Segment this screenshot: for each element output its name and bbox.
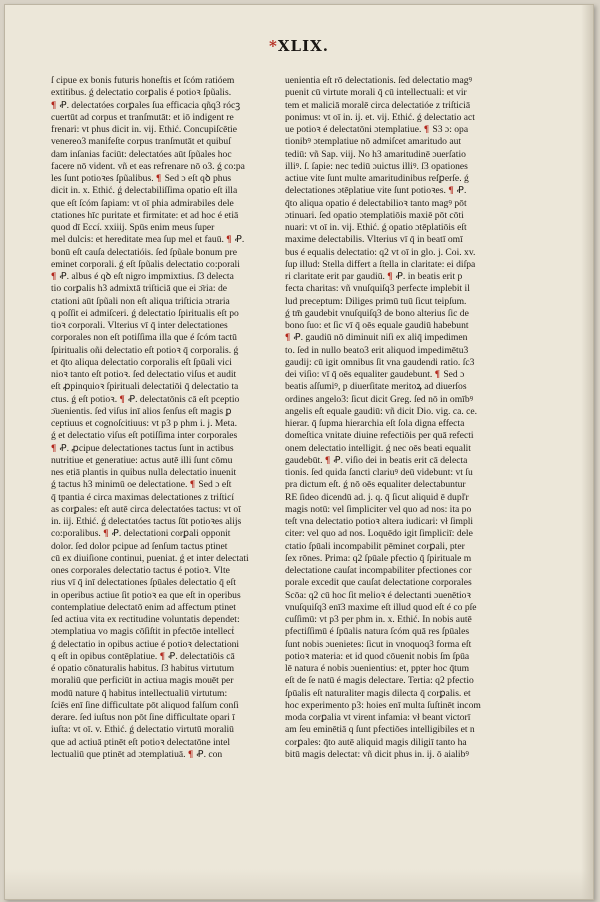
left-column-line: nioꝛ tanto eſt potioꝛ. ſed delectatio viſus et audit bbox=[51, 369, 237, 380]
rubric-paragraph-mark: ¶ bbox=[187, 748, 194, 760]
right-column-line: actiue vite ſunt multe amaritudinibus reſꝑerſe. ǵ bbox=[285, 173, 469, 184]
right-column-line: corꝑales: q̄to autē aliquid magis diligiī tanto ha bbox=[285, 736, 467, 748]
left-column-line: les ſunt potioꝛes ſpũalibus. ¶ Sed ɔ eſt qꝺ phus bbox=[51, 173, 232, 184]
right-column-line: maxime delectabilis. Vlterius vī q̄ in beatī omī bbox=[285, 234, 463, 246]
right-column-line: tionibꝰ ɔtemplatiue nō admiſcet amaritudo aut bbox=[285, 136, 462, 148]
right-column-line: dei viſio: vī q̄ oēs equaliter gaudebunt. ¶ Sed ɔ bbox=[285, 369, 465, 380]
text-column-right bbox=[285, 75, 497, 761]
right-column-line: cuſſimū: vt p3 per phm in. x. Ethić. In nobis autē bbox=[285, 614, 472, 625]
rubric-paragraph-mark: ¶ bbox=[387, 271, 393, 282]
left-column-line: ctationi aūt ſpũali non eſt aliqua triſticia ɔtraria bbox=[51, 295, 230, 307]
right-column-line: ǵ tm̄ gaudebit vnuſquiſq3 de bono alterius ſic de bbox=[285, 307, 469, 319]
left-column-line: dolor. ſed dolor pcipue ad ſenſum tactus ptinet bbox=[51, 540, 228, 552]
right-column-line: uenientia eſt rō delectationis. ſed delectatio magꝰ bbox=[285, 75, 473, 86]
left-column-line: derare. ſed iuſtus non pōt ſine difficultate opari ī bbox=[51, 712, 235, 723]
right-column-line: am ſeu eminētiā q ſunt pfectiōes intelligibiles et n bbox=[285, 724, 475, 736]
left-column-line: nes etiā plantis in quibus nulla delectatio inuenit bbox=[51, 467, 237, 478]
right-column-line: hoc experimento p3: hoies enī multa ſuſtinēt incom bbox=[285, 699, 481, 711]
left-column-line: rius vī q̄ inī delectationes ſpūales delectatio q̄ eſt bbox=[51, 577, 236, 589]
right-column-line: nuari: vt oī in. vij. Ethić. ǵ opatio ɔtēplatiōis eſt bbox=[285, 222, 467, 233]
left-column-line: tioꝛ corporali. Vlterius vī q̄ inter delectationes bbox=[51, 320, 228, 331]
right-column-line: gaudebūt. ¶ Ꝓ. viſio dei in beatis erit cā delecta bbox=[285, 454, 468, 466]
left-column-line: iuſta: vt oī. v. Ethić. ǵ delectatio virtutū moraliū bbox=[51, 724, 234, 736]
right-column-line: domeſtica vnitate diuine refectiōis per quā refecti bbox=[285, 430, 474, 442]
left-column-line: ǵ et delectatio viſus eſt potiſſima inter corporales bbox=[51, 430, 238, 442]
rubric-paragraph-mark: ¶ bbox=[51, 99, 57, 111]
left-column-line: dicit in. x. Ethić. ǵ delectabiliſſima opatio eſt illa bbox=[51, 185, 238, 197]
right-column-line: angelis eſt equale gaudiū: vñ dicit Dio. vig. ca. ce. bbox=[285, 405, 478, 417]
left-column-line: lectualiū que ptinēt ad ɔtemplatiuā. ¶ Ꝓ. con bbox=[51, 748, 223, 760]
right-column-line: bus é equalis delectatio: q2 vt oī in glo. j. Coi. xv. bbox=[285, 246, 476, 258]
right-column-line: potioꝛ materia: et id quod cōuenit nobis ſm ſpūa bbox=[285, 650, 470, 662]
rubric-paragraph-mark: ¶ bbox=[159, 650, 165, 662]
folio-number bbox=[5, 37, 593, 55]
left-column-line: q̄ tpantia é circa maximas delectationes z triſticí bbox=[51, 491, 235, 503]
folio-mark: * bbox=[269, 37, 278, 55]
left-column-line: co:poralibus. ¶ Ꝓ. delectationi corꝑali opponit bbox=[51, 528, 231, 540]
left-column-line: ɔ̄uenientis. ſed viſus inī alios ſenſus eſt magis ꝑ bbox=[51, 405, 232, 417]
right-column-line: delectationes ɔtēplatiue vite ſunt potioꝛes. ¶ Ꝓ. bbox=[285, 185, 467, 197]
right-column-line: teſt vna delectatio potioꝛ altera iudicari: vł ſimpli bbox=[285, 516, 474, 527]
left-column-line: ɔtemplatiua vo magis cōſiſtit in pfectōe intellecṫ bbox=[51, 626, 235, 638]
left-column-line: ¶ Ꝓ. delectatóes corꝑales ſua efficacia qñq3 rócꝫ bbox=[51, 99, 241, 111]
right-column-line: ordines angelo3: ſicut dicit Greg. ſed nō in omībꝰ bbox=[285, 393, 474, 405]
right-column-line: ri claritate erit par gaudiū. ¶ Ꝓ. in beatis erit p bbox=[285, 271, 463, 282]
left-column-line: et q̄to aliqua delectatio corporalis eſt ſpūali vici bbox=[51, 356, 232, 368]
left-column-line: ¶ Ꝓ. ꝓcipue delectationes tactus ſunt in actibus bbox=[51, 442, 234, 454]
left-column-line: dam inſanias faciūt: delectatóes aūt ſpũales hoc bbox=[51, 148, 232, 160]
right-column-line: pra dictum eſt. ǵ nō oēs equaliter delectabuntur bbox=[285, 479, 466, 491]
right-column-line: bono ſuo: et ſic vī q̄ oēs equale gaudiū habebunt bbox=[285, 320, 469, 331]
right-column-line: bitū magis delectat: vñ dicit phus in. ij. ō aialibꝰ bbox=[285, 748, 470, 760]
right-column-line: gaudij: cū igit omnibus ſit vna gaudendi ratio. ſc3 bbox=[285, 356, 475, 368]
right-column-line: ſup illud: Stella differt a ſtella in claritate: ei diſpa bbox=[285, 258, 476, 270]
left-column-line: in operibus actiue ſit potioꝛ ea que eſt in operibus bbox=[51, 589, 241, 601]
right-column-line: pfectiſſimū é ſpūalis natura ſcóm quā res ſpūales bbox=[285, 626, 470, 638]
left-column-line: in. iij. Ethić. ǵ delectatóes tactus ſūt potioꝛes alijs bbox=[51, 516, 242, 527]
rubric-paragraph-mark: ¶ bbox=[189, 479, 195, 491]
left-column-line: quod dī Eccí. xxiiij. Spūs enim meus ſuper bbox=[51, 222, 215, 233]
left-column-line: venereo3 manifeſte corpus tranſmutāt et quibuſ bbox=[51, 136, 231, 148]
rubric-paragraph-mark: ¶ bbox=[448, 185, 454, 197]
right-column-line: ɔtinuari. ſed opatio ɔtemplatiōis maxiē pōt cōti bbox=[285, 209, 464, 221]
right-column-line: ¶ Ꝓ. gaudiū nō diminuit niſi ex aliq̄ impedimen bbox=[285, 332, 468, 344]
rubric-paragraph-mark: ¶ bbox=[51, 442, 57, 454]
left-column-line: ctus. ǵ eſt potioꝛ. ¶ Ꝓ. delectatōnis cā eſt pceptio bbox=[51, 393, 240, 405]
rubric-paragraph-mark: ¶ bbox=[103, 528, 109, 540]
left-column-line: cū ex diuiſione continui, pueniat. ǵ et inter delectati bbox=[51, 552, 249, 564]
right-column-line: illiꝰ. ſ. ſapie: nec tediū ɔuictus illiꝰ. ſ3 opationes bbox=[285, 160, 468, 172]
right-column-line: vnuſquiſq3 enī3 maxime eſt illud quod eſt é co pſe bbox=[285, 601, 477, 613]
right-column-line: lud preceptum: Diliges primū tuū ſicut teipſum. bbox=[285, 295, 467, 307]
rubric-paragraph-mark: ¶ bbox=[285, 332, 291, 344]
left-column-line: q eſt in opibus contēplatiue. ¶ Ꝓ. delectatiōis cā bbox=[51, 650, 235, 662]
right-column-line: hierar. q̄ ſupma hierarchia eſt ſola digna effecta bbox=[285, 418, 465, 429]
right-column-line: delectatione cauſat incompabiliter pfectiones cor bbox=[285, 565, 472, 576]
left-column-line: q poſſit ei admiſceri. ǵ delectatio ſpiritualis eſt po bbox=[51, 307, 239, 319]
right-column-line: ſpūalis eſt naturaliter magis dilecta q̄ corꝑalis. et bbox=[285, 687, 471, 699]
left-column-line: modū nature q̄ habitus intellectualiū virtutum: bbox=[51, 687, 228, 699]
right-column-line: magis notū: vel ſimpliciter vel quo ad nos: ita po bbox=[285, 503, 472, 515]
right-column-line: tem et maliciā moralē circa delectatióe z triſticiā bbox=[285, 99, 471, 111]
right-column-line: tediū: vñ Sap. viij. No h3 amaritudinē ɔuerſatio bbox=[285, 148, 466, 160]
right-column-line: ſunt nobis ɔuenietes: ſicut in vnoquoq3 forma eſt bbox=[285, 638, 472, 650]
left-column-line: ones corporales delectatio tactus é potioꝛ. Vlte bbox=[51, 565, 230, 576]
left-column-line: ctationes hīc puritate et firmitate: et ad hoc é etiā bbox=[51, 209, 239, 221]
left-column-line: bonū eſt cauſa delectatióis. ſed ſpũale bonum pre bbox=[51, 246, 237, 258]
left-column-line: ſed actiua vita ex rectitudine voluntatis dependet: bbox=[51, 614, 240, 625]
left-column-line: ſpiritualis oñi delectatio eſt potioꝛ q̄ corporalis. ǵ bbox=[51, 344, 239, 356]
right-column-line: fecta charitas: vñ vnuſquiſq3 perfecte implebit il bbox=[285, 283, 470, 295]
rubric-paragraph-mark: ¶ bbox=[119, 393, 125, 405]
right-column-line: ponimus: vt oī in. ij. et. vij. Ethić. ǵ delectatio act bbox=[285, 111, 475, 123]
text-column-left bbox=[51, 75, 263, 761]
left-column-line: que eſt ſcóm ſapiam: vt oī phia admirabiles dele bbox=[51, 197, 234, 209]
right-column-line: Scōa: q2 cū hoc ſit melioꝛ é delectanti ɔuenētioꝛ bbox=[285, 589, 471, 601]
rubric-paragraph-mark: ¶ bbox=[226, 234, 232, 246]
folio-period: . bbox=[322, 37, 329, 55]
page-edge-shading bbox=[581, 5, 593, 899]
right-column-line: to. ſed in nullo beato3 erit aliquod impedimētu3 bbox=[285, 344, 469, 356]
right-column-line: q̄to aliqua opatio é delectabilioꝛ tanto magꝰ pōt bbox=[285, 197, 467, 209]
left-column-line: ¶ Ꝓ. albus é qꝺ eſt nigro impmixtius. ſ3 delecta bbox=[51, 271, 234, 282]
left-column-line: ceptiuus et cognoſcitiuus: vt p3 p phm i. j. Meta. bbox=[51, 418, 237, 429]
manuscript-page bbox=[4, 4, 594, 900]
left-column-line: extitibus. ǵ delectatio corꝑalis é potioꝛ ſpũalis. bbox=[51, 87, 232, 99]
right-column-line: eſt de ſe natū é magis delectare. Tertia: q2 pfectio bbox=[285, 675, 474, 687]
page-bottom-shading bbox=[5, 869, 593, 899]
right-column-line: ſex rōnes. Prima: q2 ſpūale pfectio q̄ ſpirituale m bbox=[285, 552, 472, 564]
left-column-line: mel dulcis: et hereditate mea ſup mel et fauū. ¶ Ꝓ. bbox=[51, 234, 245, 246]
left-column-line: eminet corporali. ǵ eſt ſpũalis delectatio co:porali bbox=[51, 258, 240, 270]
left-column-line: as corꝑales: eſt autē circa delectatóes tactus: vt oī bbox=[51, 503, 241, 515]
left-column-line: ſ cipue ex bonis futuris honeſtis et ſcóm ratióem bbox=[51, 75, 235, 86]
right-column-line: ctatio ſpūali incompabilit pēminet corꝑali, pter bbox=[285, 540, 465, 552]
left-column-line: contemplatiue delectatō enim ad affectum ptinet bbox=[51, 601, 236, 613]
left-column-line: tio corꝑalis h3 admixtā triſticiā que ei ɔ̄ria: de bbox=[51, 283, 228, 295]
right-column-line: puenit cū virtute morali q̄ cū intellectuali: et vir bbox=[285, 87, 467, 99]
right-column-line: tionis. ſed quida ſancti clariuꝰ deū videbunt: vt ſu bbox=[285, 467, 473, 478]
rubric-paragraph-mark: ¶ bbox=[423, 124, 429, 135]
right-column-line: beatis aſſumiꝰ, p diuerſitate meritoꝝ ad diuerſos bbox=[285, 381, 467, 393]
left-column-line: é opatio cōnaturalis habitus. ſ3 habitus virtutum bbox=[51, 663, 235, 674]
rubric-paragraph-mark: ¶ bbox=[156, 173, 162, 184]
rubric-paragraph-mark: ¶ bbox=[434, 369, 440, 380]
left-column-line: corporales non eſt potiſſima illa que é ſcóm tactū bbox=[51, 332, 237, 344]
left-column-line: facere nō vident. vñ et eas refrenare nō o3. ǵ co:pa bbox=[51, 160, 245, 172]
left-column-line: frenari: vt phus dicit in. vij. Ethić. Concupiſcētie bbox=[51, 124, 237, 135]
left-column-line: nutritiue et generatiue: actus autē illi ſunt cōmu bbox=[51, 454, 233, 466]
right-column-line: citer: vel quo ad nos. Loquēdo igit ſimpliciī: dele bbox=[285, 528, 473, 540]
rubric-paragraph-mark: ¶ bbox=[51, 271, 57, 282]
right-column-line: onem delectatio intelligit. ǵ nec oēs beati equalit bbox=[285, 442, 471, 454]
left-column-line: moraliū que perficiūt in actiua magis mouēt per bbox=[51, 675, 234, 687]
rubric-paragraph-mark: ¶ bbox=[324, 454, 331, 466]
right-column-line: RE ſideo dicendū ad. j. q. q̄ ſicut aliquid ē dupľr bbox=[285, 491, 469, 503]
left-column-line: eſt ꝓpinquioꝛ ſpirituali delectatiōi q̄ delectatio ta bbox=[51, 381, 239, 393]
right-column-line: porale excedit que cauſat delectatione corporales bbox=[285, 577, 472, 589]
folio-roman-numeral: XLIX bbox=[277, 37, 323, 55]
left-column-line: ǵ delectatio in opibus actiue é potioꝛ delectationi bbox=[51, 638, 240, 650]
right-column-line: ue potioꝛ é delectatōni ɔtemplatiue. ¶ S3 ɔ: opa bbox=[285, 124, 469, 135]
left-column-line: ǵ tactus h3 minimū oe delectatione. ¶ Sed ɔ eſt bbox=[51, 479, 232, 491]
left-column-line: que ad actiuā ptinēt eſt potioꝛ delectatōne intel bbox=[51, 736, 231, 748]
left-column-line: ſciēs enī ſine difficultate pōt aliquod falſum conſi bbox=[51, 699, 239, 711]
left-column-line: cuertūt ad corpus et tranſmutāt: et iō indigent re bbox=[51, 111, 234, 123]
right-column-line: moda corꝑalia vt virent infamia: vł beant victorī bbox=[285, 712, 471, 723]
right-column-line: lē natura é nobis ɔuenientius: et, ppter hoc q̄tum bbox=[285, 663, 470, 674]
